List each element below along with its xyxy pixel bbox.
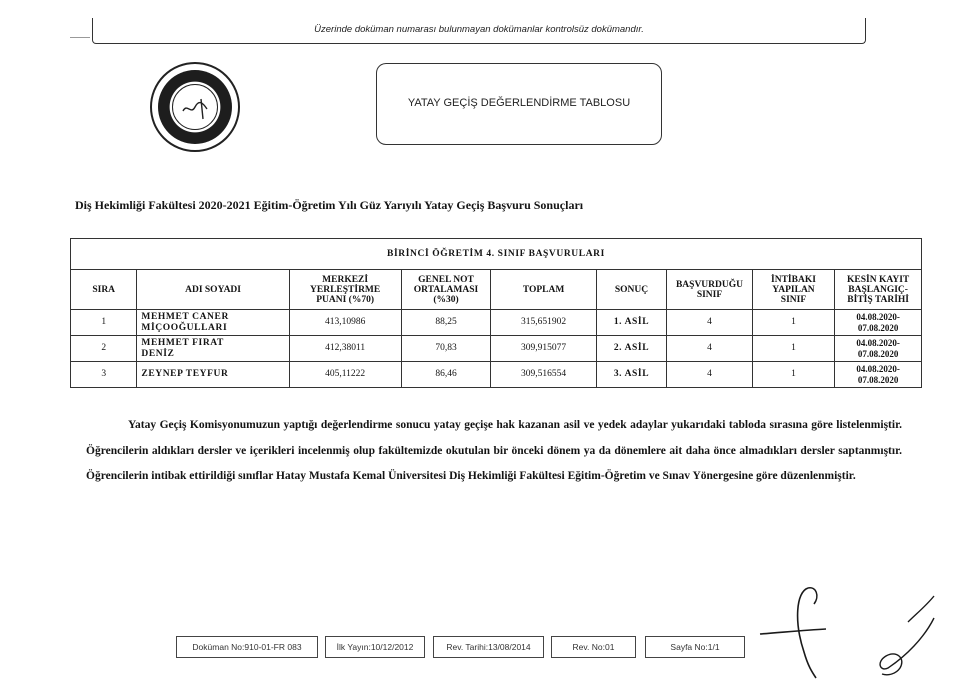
cell-toplam: 315,651902 bbox=[491, 310, 596, 336]
cell-toplam: 309,516554 bbox=[491, 362, 596, 388]
col-header-adi-soyadi: ADI SOYADI bbox=[137, 270, 289, 310]
cell-merkezi: 405,11222 bbox=[289, 362, 401, 388]
form-title: YATAY GEÇİŞ DEĞERLENDİRME TABLOSU bbox=[407, 97, 631, 109]
cell-sonuc: 3. ASİL bbox=[596, 362, 667, 388]
cell-intibaki: 1 bbox=[752, 310, 835, 336]
results-table bbox=[70, 238, 922, 388]
footer-rev-date: Rev. Tarihi:13/08/2014 bbox=[433, 636, 544, 658]
signature-icon bbox=[756, 582, 946, 682]
top-left-mark bbox=[70, 37, 90, 38]
cell-intibaki: 1 bbox=[752, 362, 835, 388]
footer-page: Sayfa No:1/1 bbox=[645, 636, 745, 658]
cell-genel: 70,83 bbox=[401, 336, 491, 362]
cell-basvurdugu: 4 bbox=[667, 336, 752, 362]
footer-rev-no: Rev. No:01 bbox=[551, 636, 636, 658]
col-header-genel-not: GENEL NOT ORTALAMASI (%30) bbox=[401, 270, 491, 310]
cell-name: MEHMET FIRAT DENİZ bbox=[137, 336, 289, 362]
cell-toplam: 309,915077 bbox=[491, 336, 596, 362]
seal-emblem-icon bbox=[173, 85, 219, 131]
cell-intibaki: 1 bbox=[752, 336, 835, 362]
col-header-merkezi: MERKEZİ YERLEŞTİRME PUANI (%70) bbox=[289, 270, 401, 310]
body-paragraph: Yatay Geçiş Komisyonumuzun yaptığı değerlendirme sonucu yatay geçişe hak kazanan asil ve yedek adaylar yukarıdaki tabloda sırasına göre listelenmiştir. Öğrencilerin aldıkları dersler ve içerikleri incelenmiş olup fakültemizde okutulan bir önceki dönem ya da dönemlere ait daha önce almadıkları dersler saptanmıştır. Öğrencilerin intibak ettirildiği sınıflar Hatay Mustafa Kemal Üniversitesi Diş Hekimliği Fakültesi Eğitim-Öğretim ve Sınav Yönergesine göre düzenlenmiştir. bbox=[86, 419, 902, 482]
top-notice-box bbox=[92, 18, 866, 44]
cell-dates: 04.08.2020- 07.08.2020 bbox=[835, 310, 922, 336]
col-header-kesin-kayit: KESİN KAYIT BAŞLANGIÇ- BİTİŞ TARİHİ bbox=[835, 270, 922, 310]
cell-name: ZEYNEP TEYFUR bbox=[137, 362, 289, 388]
cell-sonuc: 2. ASİL bbox=[596, 336, 667, 362]
col-header-toplam: TOPLAM bbox=[491, 270, 596, 310]
title-box bbox=[376, 63, 662, 145]
cell-genel: 88,25 bbox=[401, 310, 491, 336]
cell-sonuc: 1. ASİL bbox=[596, 310, 667, 336]
footer-first-pub: İlk Yayın:10/12/2012 bbox=[325, 636, 425, 658]
cell-name: MEHMET CANER MİÇOOĞULLARI bbox=[137, 310, 289, 336]
table-row bbox=[71, 336, 922, 362]
cell-sira: 3 bbox=[71, 362, 137, 388]
university-seal-icon bbox=[150, 62, 240, 152]
cell-genel: 86,46 bbox=[401, 362, 491, 388]
col-header-sonuc: SONUÇ bbox=[596, 270, 667, 310]
cell-dates: 04.08.2020- 07.08.2020 bbox=[835, 336, 922, 362]
controlled-document-notice: Üzerinde doküman numarası bulunmayan dokümanlar kontrolsüz dokümandır. bbox=[314, 24, 644, 35]
document-heading: Diş Hekimliği Fakültesi 2020-2021 Eğitim-Öğretim Yılı Güz Yarıyılı Yatay Geçiş Başvuru Sonuçları bbox=[75, 198, 584, 212]
cell-merkezi: 412,38011 bbox=[289, 336, 401, 362]
col-header-intibaki: İNTİBAKI YAPILAN SINIF bbox=[752, 270, 835, 310]
table-row bbox=[71, 362, 922, 388]
cell-merkezi: 413,10986 bbox=[289, 310, 401, 336]
cell-sira: 2 bbox=[71, 336, 137, 362]
footer-doc-no: Doküman No:910-01-FR 083 bbox=[176, 636, 318, 658]
col-header-basvurdugu: BAŞVURDUĞU SINIF bbox=[667, 270, 752, 310]
table-row bbox=[71, 310, 922, 336]
cell-basvurdugu: 4 bbox=[667, 310, 752, 336]
table-caption: BİRİNCİ ÖĞRETİM 4. SINIF BAŞVURULARI bbox=[71, 239, 922, 270]
cell-sira: 1 bbox=[71, 310, 137, 336]
col-header-sira: SIRA bbox=[71, 270, 137, 310]
cell-basvurdugu: 4 bbox=[667, 362, 752, 388]
cell-dates: 04.08.2020- 07.08.2020 bbox=[835, 362, 922, 388]
